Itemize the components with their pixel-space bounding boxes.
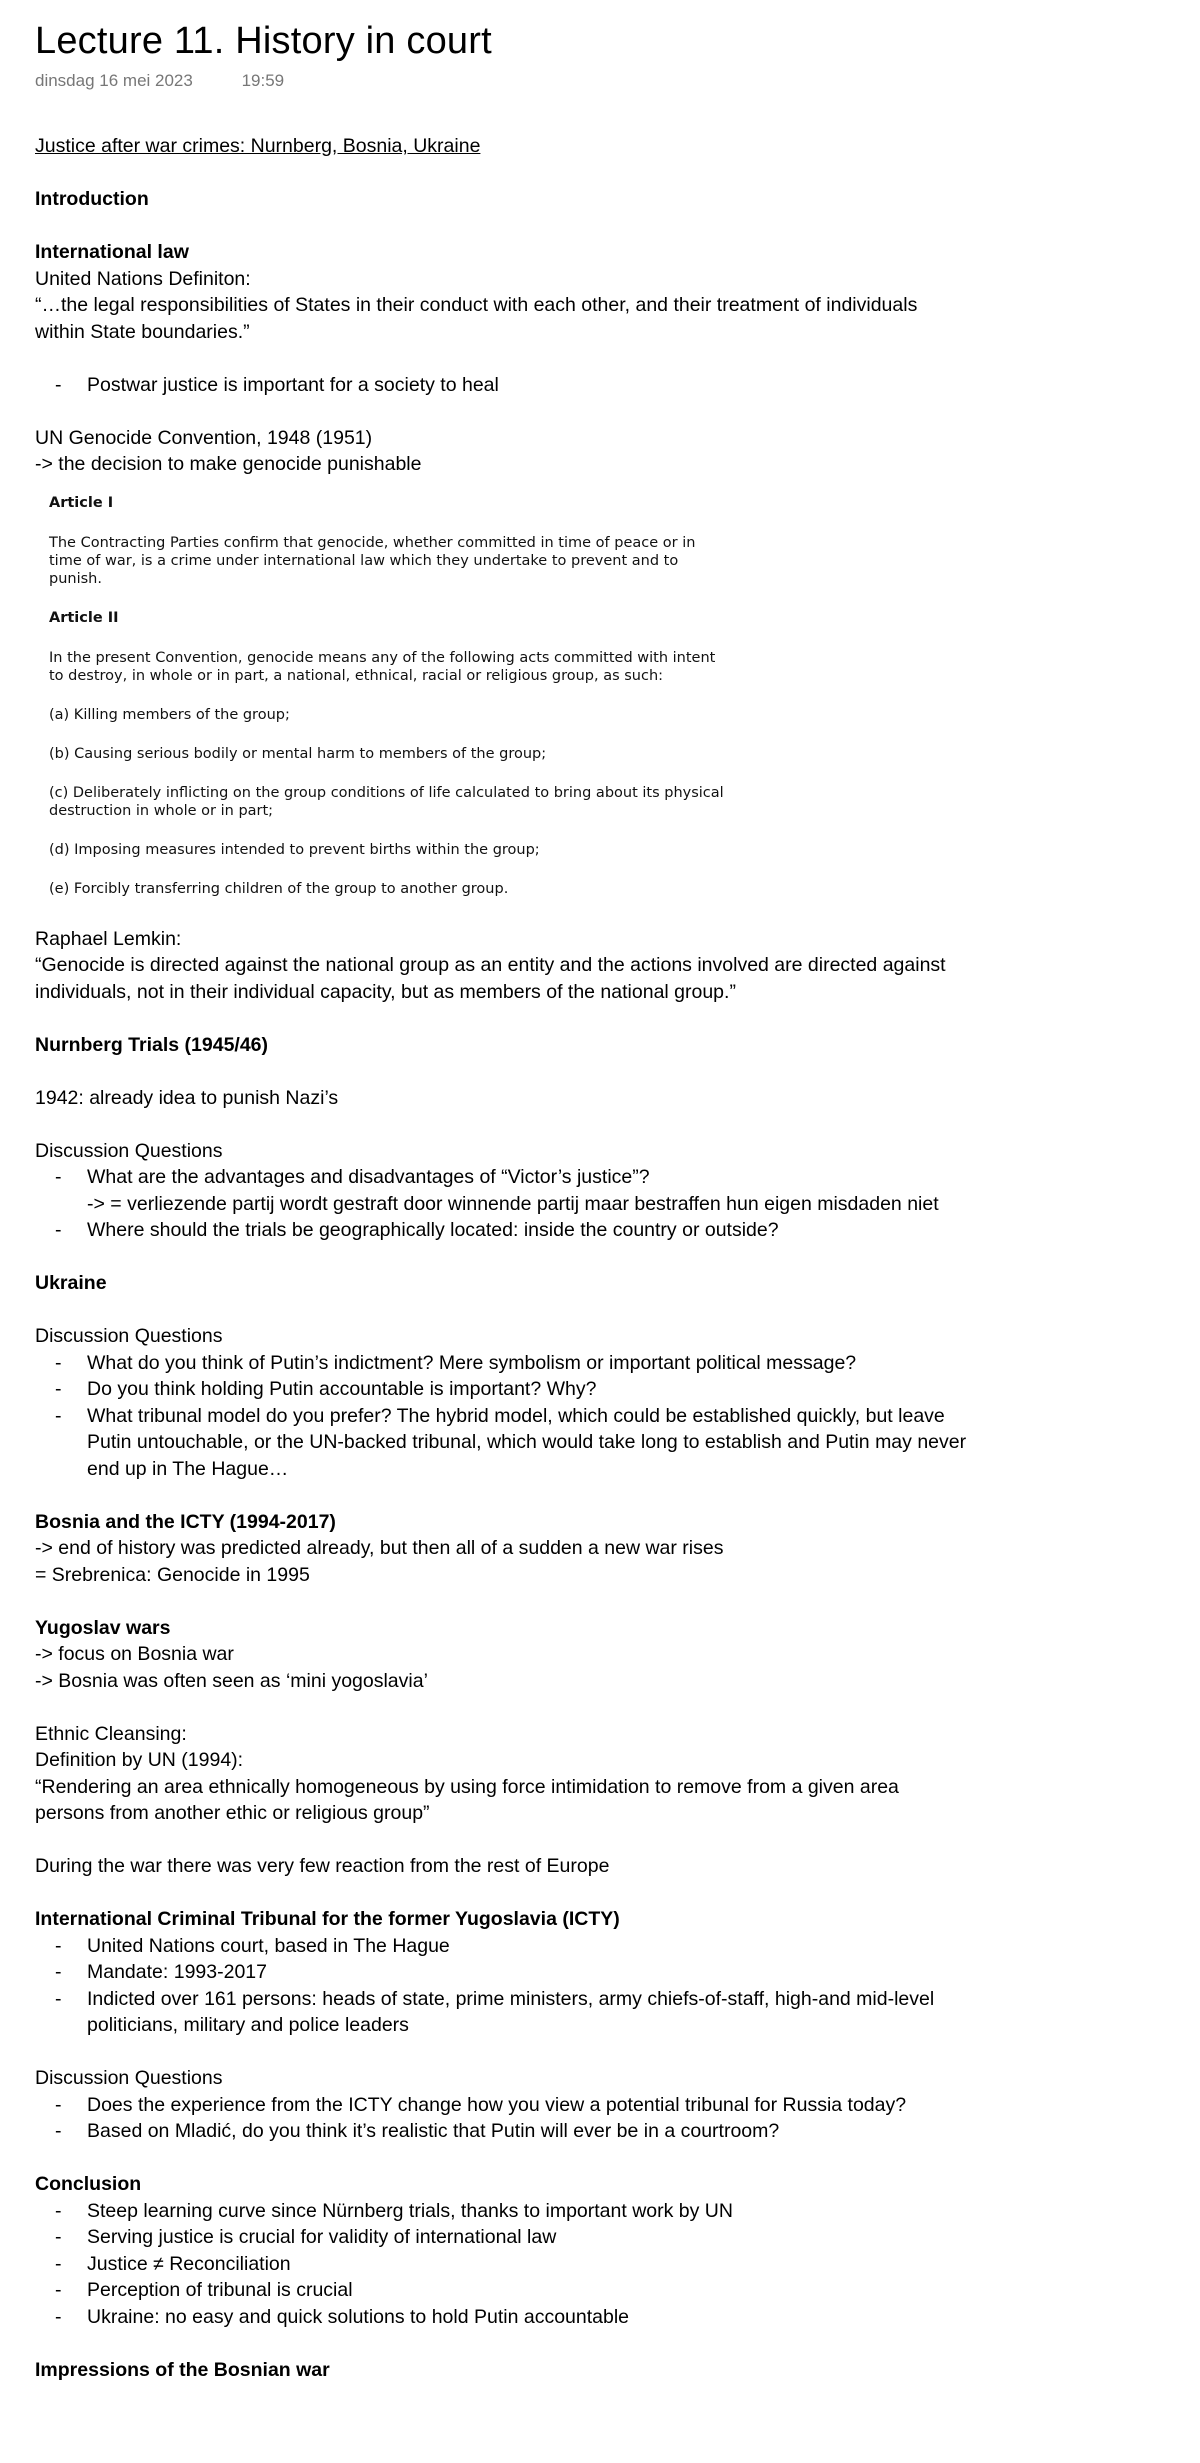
list-item: - Mandate: 1993-2017: [35, 1959, 1165, 1986]
un-definition-label: United Nations Definiton:: [35, 267, 251, 290]
discussion-questions-label: Discussion Questions: [35, 1139, 223, 1162]
discussion-questions-label: Discussion Questions: [35, 2067, 223, 2089]
article-item: (c) Deliberately inflicting on the group conditions of life calculated to bring about its physical destruction in whole or in part;: [49, 784, 724, 819]
discussion-questions-label: Discussion Questions: [35, 1325, 223, 1347]
list-item: - Do you think holding Putin accountable is important? Why?: [35, 1376, 1165, 1403]
list-item: - Postwar justice is important for a society to heal: [35, 372, 1165, 399]
bullet-list: [35, 1933, 1165, 2039]
bosnia-note: = Srebrenica: Genocide in 1995: [35, 1563, 310, 1586]
note-body: [35, 133, 1165, 2383]
page-title: Lecture 11. History in court: [35, 20, 492, 62]
article-2-text: In the present Convention, genocide means any of the following acts committed with intent to destroy, in whole or in part, a national, ethnical, racial or religious group, as such:: [49, 649, 716, 684]
list-item: - Does the experience from the ICTY change how you view a potential tribunal for Russia today?: [35, 2092, 1165, 2119]
article-item: (b) Causing serious bodily or mental harm to members of the group;: [49, 745, 547, 762]
heading-ukraine: Ukraine: [35, 1272, 107, 1294]
ethnic-cleansing-quote-line: “Rendering an area ethnically homogeneous by using force intimidation to remove from a given area: [35, 1775, 899, 1798]
list-item: - Indicted over 161 persons: heads of state, prime ministers, army chiefs-of-staff, high-and mid-level politicians, military and police leaders: [35, 1986, 1165, 2039]
lemkin-quote-line: individuals, not in their individual capacity, but as members of the national group.”: [35, 980, 736, 1003]
europe-reaction-note: During the war there was very few reaction from the rest of Europe: [35, 1855, 610, 1877]
list-item: - What do you think of Putin’s indictment? Mere symbolism or important political message?: [35, 1350, 1165, 1377]
bullet-list: [35, 1350, 1165, 1483]
heading-nurnberg: Nurnberg Trials (1945/46): [35, 1033, 269, 1056]
bullet-list: [35, 2092, 1165, 2145]
genocide-convention: UN Genocide Convention, 1948 (1951): [35, 426, 373, 449]
note-page: [35, 0, 1165, 2383]
heading-conclusion: Conclusion: [35, 2173, 142, 2195]
list-item-note: -> = verliezende partij wordt gestraft door winnende partij maar bestraffen hun eigen misdaden niet: [87, 1192, 939, 1215]
heading-impressions: Impressions of the Bosnian war: [35, 2358, 330, 2381]
article-2-heading: Article II: [49, 609, 119, 626]
ethnic-cleansing-definition-label: Definition by UN (1994):: [35, 1749, 244, 1771]
un-definition-quote-line: “…the legal responsibilities of States in their conduct with each other, and their treatment of individuals: [35, 294, 918, 316]
lecture-subtitle: Justice after war crimes: Nurnberg, Bosnia, Ukraine: [35, 135, 481, 157]
yugo-note: -> Bosnia was often seen as ‘mini yogoslavia’: [35, 1669, 428, 1692]
list-item: - Where should the trials be geographically located: inside the country or outside?: [35, 1217, 1165, 1244]
ethnic-cleansing-quote-line: persons from another ethic or religious group”: [35, 1802, 430, 1824]
list-item: - What are the advantages and disadvantages of “Victor’s justice”? -> = verliezende partij wordt gestraft door winnende partij maar bestraffen hun eigen misdaden niet: [35, 1164, 1165, 1217]
heading-yugoslav-wars: Yugoslav wars: [35, 1616, 171, 1639]
list-item: - Perception of tribunal is crucial: [35, 2277, 1165, 2304]
page-time: 19:59: [241, 71, 285, 90]
bosnia-note: -> end of history was predicted already, but then all of a sudden a new war rises: [35, 1537, 724, 1559]
bullet-list: [35, 372, 1165, 399]
nurnberg-note: 1942: already idea to punish Nazi’s: [35, 1086, 339, 1109]
heading-introduction: Introduction: [35, 188, 149, 210]
heading-bosnia-icty: Bosnia and the ICTY (1994-2017): [35, 1510, 336, 1533]
lemkin-quote-line: “Genocide is directed against the national group as an entity and the actions involved are directed against: [35, 954, 946, 976]
list-item: - Ukraine: no easy and quick solutions to hold Putin accountable: [35, 2304, 1165, 2331]
genocide-convention-note: -> the decision to make genocide punishable: [35, 453, 422, 475]
bullet-list: [35, 1164, 1165, 1244]
bullet-list: [35, 2198, 1165, 2331]
heading-international-law: International law: [35, 241, 189, 263]
yugo-note: -> focus on Bosnia war: [35, 1643, 234, 1665]
list-item: - United Nations court, based in The Hague: [35, 1933, 1165, 1960]
list-item: - Serving justice is crucial for validity of international law: [35, 2224, 1165, 2251]
article-1-text: The Contracting Parties confirm that genocide, whether committed in time of peace or in time of war, is a crime under international law which they undertake to prevent and to punish.: [49, 534, 696, 587]
heading-icty: International Criminal Tribunal for the former Yugoslavia (ICTY): [35, 1908, 620, 1930]
lemkin-label: Raphael Lemkin:: [35, 927, 182, 950]
page-date: dinsdag 16 mei 2023: [35, 71, 193, 90]
list-item: - What tribunal model do you prefer? The hybrid model, which could be established quickly, but leave Putin untouchable, or the UN-backed tribunal, which would take long to establish and Putin may never end up in The Hague…: [35, 1403, 1165, 1483]
article-1-heading: Article I: [49, 494, 114, 511]
list-item: - Justice ≠ Reconciliation: [35, 2251, 1165, 2278]
article-item: (a) Killing members of the group;: [49, 706, 290, 723]
article-item: (e) Forcibly transferring children of the group to another group.: [49, 880, 509, 897]
convention-excerpt-image: [49, 494, 729, 898]
ethnic-cleansing-label: Ethnic Cleansing:: [35, 1722, 187, 1745]
list-item: - Steep learning curve since Nürnberg trials, thanks to important work by UN: [35, 2198, 1165, 2225]
un-definition-quote-line: within State boundaries.”: [35, 320, 250, 343]
page-meta: [35, 71, 1165, 91]
article-item: (d) Imposing measures intended to prevent births within the group;: [49, 841, 540, 858]
list-item: - Based on Mladić, do you think it’s realistic that Putin will ever be in a courtroom?: [35, 2118, 1165, 2145]
